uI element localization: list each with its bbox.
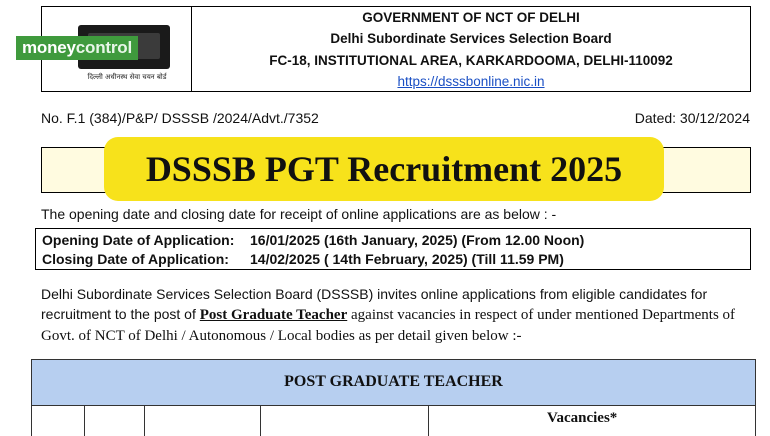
logo-tagline: दिल्ली अधीनस्थ सेवा चयन बोर्ड [87, 73, 167, 81]
opening-date-row [42, 231, 744, 250]
table-heading: POST GRADUATE TEACHER [31, 359, 756, 406]
table-column-divider [428, 406, 429, 436]
govt-title: GOVERNMENT OF NCT OF DELHI [362, 10, 580, 25]
board-address: FC-18, INSTITUTIONAL AREA, KARKARDOOMA, DELHI-110092 [269, 53, 673, 68]
table-column-divider [144, 406, 145, 436]
date-label: Dated: 30/12/2024 [634, 110, 750, 126]
para-part-2: against vacancies in respect of under mentioned Departments of Govt. of NCT of Delhi / Autonomous / Local bodies as per detail given below :- [41, 307, 736, 344]
table-column-divider [84, 406, 85, 436]
vacancies-header: Vacancies* [547, 410, 618, 426]
opening-value: 16/01/2025 (16th January, 2025) (From 12.00 Noon) [250, 232, 585, 248]
website-link[interactable]: https://dsssbonline.nic.in [397, 74, 545, 89]
description-paragraph [41, 284, 756, 346]
dates-box [35, 228, 751, 270]
table-column-divider [260, 406, 261, 436]
table-row [31, 406, 756, 436]
brand-part-money: money [22, 38, 76, 57]
header-box [41, 6, 751, 92]
intro-text: The opening date and closing date for receipt of online applications are as below : - [41, 206, 557, 222]
page-title: DSSSB PGT Recruitment 2025 [104, 137, 664, 201]
closing-date-row [42, 250, 744, 269]
closing-value: 14/02/2025 ( 14th February, 2025) (Till 11.59 PM) [250, 251, 564, 267]
reference-number: No. F.1 (384)/P&P/ DSSSB /2024/Advt./7352 [41, 110, 319, 126]
closing-label: Closing Date of Application: [42, 251, 229, 267]
moneycontrol-watermark [16, 36, 138, 60]
brand-part-control: control [75, 38, 133, 57]
board-name: Delhi Subordinate Services Selection Board [330, 31, 612, 46]
opening-label: Opening Date of Application: [42, 232, 235, 248]
post-name: Post Graduate Teacher [199, 307, 348, 323]
para-part-1: Delhi Subordinate Services Selection Board (DSSSB) invites online applications from eligible candidates for recruitment to the post of [41, 286, 708, 322]
